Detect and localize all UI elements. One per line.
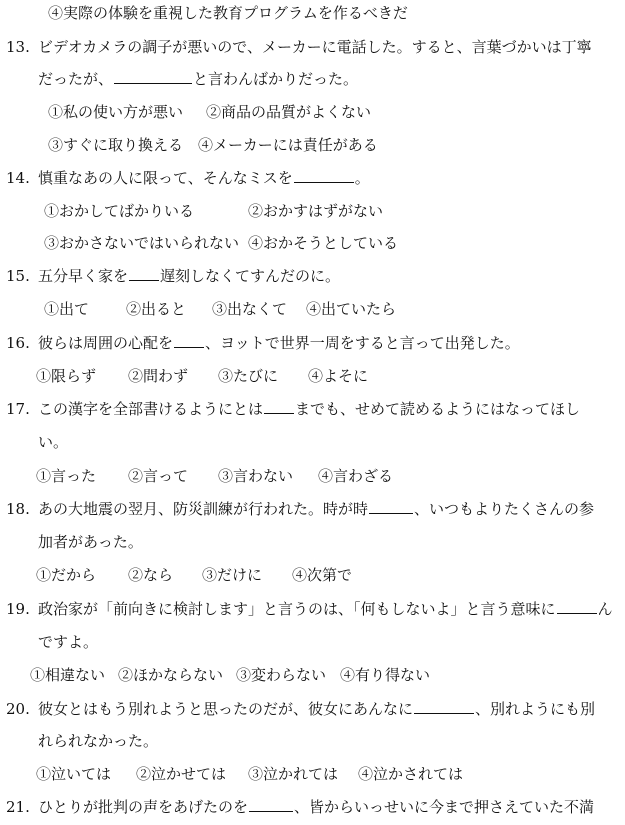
question-20-stem-cont [38,731,158,753]
option-1: ①限らず [36,367,97,385]
option-1: ①言った [36,467,97,485]
option-4: ④メーカーには責任がある [198,136,378,154]
option-4: ④言わざる [318,467,394,485]
option-4: ④よそに [308,367,369,385]
question-15-options [44,299,396,321]
question-18-options [36,565,352,587]
question-number: 21. [6,798,30,816]
question-17-stem-cont [38,432,68,454]
option-2: ②商品の品質がよくない [206,103,372,121]
question-18-stem [6,499,594,521]
question-13-stem-cont [38,69,358,91]
question-text: ひとりが批判の声をあげたのを [38,798,249,816]
question-14-options-row2 [44,233,398,255]
answer-blank [294,168,354,183]
option-3: ③たびに [218,367,279,385]
option-3: ③言わない [218,467,294,485]
option-3: ③変わらない [236,666,327,684]
option-1: ①泣いては [36,765,112,783]
option-1: ①おかしてばかりいる [44,202,195,220]
question-number: 16. [6,334,30,352]
question-16-stem [6,333,520,355]
question-text: までも、せめて読めるようにはなってほし [295,400,581,418]
question-16-options [36,366,368,388]
question-text: あの大地震の翌月、防災訓練が行われた。時が時 [38,500,369,518]
answer-blank [249,797,293,812]
question-20-stem [6,699,595,721]
answer-blank [414,699,474,714]
question-text: ん [597,600,613,618]
question-text: と言わんばかりだった。 [193,70,359,88]
question-text: い。 [38,433,69,451]
question-text: 五分早く家を [38,267,129,285]
question-text: ですよ。 [38,633,99,651]
option-text: ④実際の体験を重視した教育プログラムを作るべきだ [48,4,408,22]
question-number: 15. [6,267,30,285]
question-text: れられなかった。 [38,732,159,750]
question-21-stem [6,797,594,819]
question-20-options [36,764,463,786]
question-text: ビデオカメラの調子が悪いので、メーカーに電話した。すると、言葉づかいは丁寧 [38,38,592,56]
option-3: ③だけに [202,566,263,584]
option-2: ②ほかならない [118,666,224,684]
option-2: ②言って [128,467,189,485]
option-4: ④次第で [292,566,353,584]
option-3: ③おかさないではいられない [44,234,240,252]
question-17-stem [6,399,580,421]
question-18-stem-cont [38,532,143,554]
question-text: 、別れようにも別 [475,700,596,718]
question-number: 13. [6,38,30,56]
option-4: ④有り得ない [340,666,431,684]
option-2: ②泣かせては [136,765,227,783]
question-text: 彼女とはもう別れようと思ったのだが、彼女にあんなに [38,700,414,718]
question-text: 、皆からいっせいに今まで押さえていた不満 [294,798,595,816]
option-1: ①私の使い方が悪い [48,103,184,121]
option-4: ④おかそうとしている [248,234,399,252]
answer-blank [557,599,597,614]
answer-blank [129,266,159,281]
question-text: この漢字を全部書けるようにとは [38,400,264,418]
option-2: ②問わず [128,367,189,385]
option-1: ①相違ない [30,666,106,684]
question-text: 慎重なあの人に限って、そんなミスを [38,169,293,187]
answer-blank [174,333,204,348]
option-3: ③泣かれては [248,765,339,783]
question-13-options-row2 [48,135,378,157]
question-text: 彼らは周囲の心配を [38,334,174,352]
question-19-options [30,665,430,687]
question-14-stem [6,168,370,190]
question-text: 、ヨットで世界一周をすると言って出発した。 [205,334,520,352]
question-number: 18. [6,500,30,518]
option-2: ②なら [128,566,174,584]
question-19-stem [6,599,613,621]
question-17-options [36,466,393,488]
option-line [48,3,408,25]
question-19-stem-cont [38,632,98,654]
option-2: ②出ると [126,300,187,318]
question-number: 14. [6,169,30,187]
answer-blank [114,69,192,84]
option-3: ③すぐに取り換える [48,136,184,154]
question-number: 17. [6,400,30,418]
question-text: 加者があった。 [38,533,143,551]
question-13-stem [6,37,592,59]
question-number: 20. [6,700,30,718]
answer-blank [369,499,413,514]
answer-blank [264,399,294,414]
option-3: ③出なくて [212,300,288,318]
question-text: 遅刻しなくてすんだのに。 [160,267,341,285]
question-text: 、いつもよりたくさんの参 [414,500,595,518]
option-2: ②おかすはずがない [248,202,384,220]
option-1: ①だから [36,566,97,584]
question-text: 政治家が「前向きに検討します」と言うのは、「何もしないよ」と言う意味に [38,600,556,618]
question-14-options-row1 [44,201,383,223]
question-13-options-row1 [48,102,371,124]
question-text: 。 [354,169,370,187]
question-number: 19. [6,600,30,618]
option-4: ④泣かされては [358,765,464,783]
option-1: ①出て [44,300,90,318]
question-15-stem [6,266,340,288]
option-4: ④出ていたら [306,300,397,318]
question-text: だったが、 [38,70,114,88]
